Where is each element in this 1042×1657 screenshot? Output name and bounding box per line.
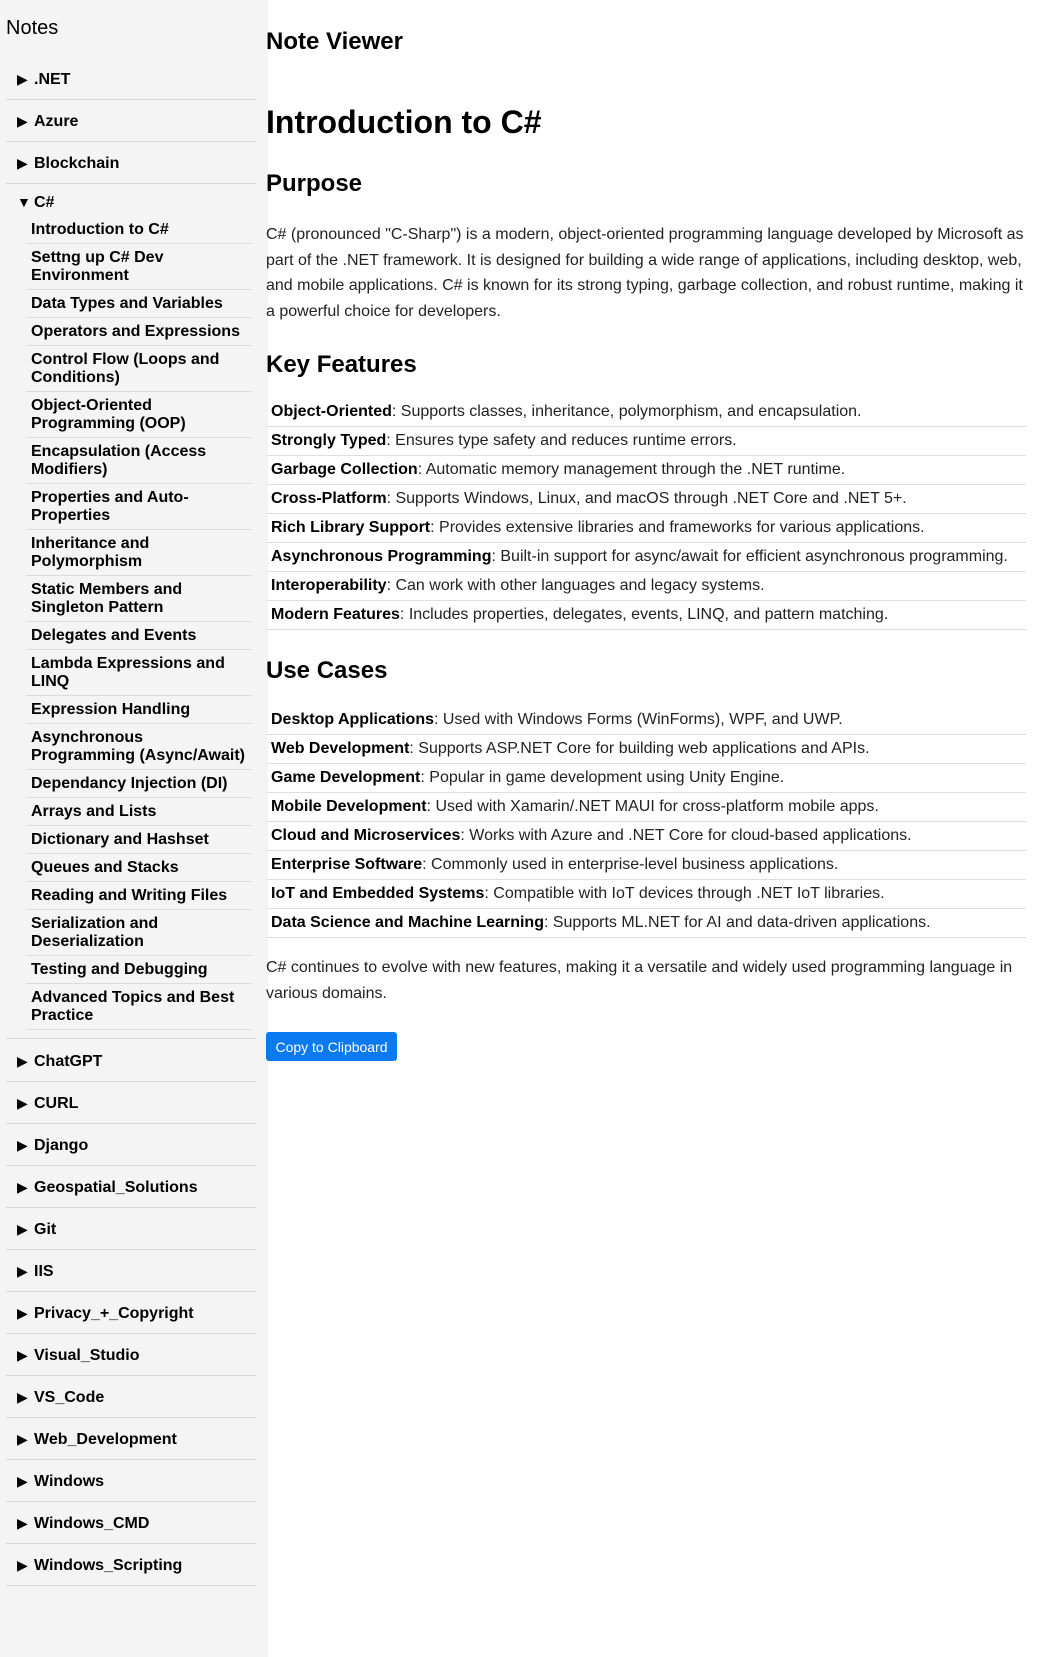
item-term: IoT and Embedded Systems — [271, 885, 485, 902]
triangle-right-icon: ▶ — [17, 1557, 28, 1573]
category-label: IIS — [34, 1263, 54, 1280]
category-item[interactable] — [6, 1460, 256, 1502]
sidebar — [0, 0, 268, 1657]
note-list-item[interactable]: Reading and Writing Files — [26, 882, 252, 910]
category-item[interactable] — [6, 100, 256, 142]
triangle-down-icon: ▼ — [17, 194, 31, 210]
triangle-right-icon: ▶ — [17, 1137, 28, 1153]
item-description: : Works with Azure and .NET Core for cloud-based applications. — [460, 827, 912, 844]
triangle-right-icon: ▶ — [17, 1431, 28, 1447]
note-list-item[interactable]: Data Types and Variables — [26, 290, 252, 318]
note-list-item[interactable]: Inheritance and Polymorphism — [26, 530, 252, 576]
category-item[interactable] — [6, 1082, 256, 1124]
list-item — [266, 398, 1026, 427]
note-list-item[interactable]: Properties and Auto-Properties — [26, 484, 252, 530]
item-description: : Supports Windows, Linux, and macOS through .NET Core and .NET 5+. — [386, 490, 907, 507]
category-item[interactable] — [6, 1250, 256, 1292]
item-description: : Commonly used in enterprise-level business applications. — [422, 856, 839, 873]
triangle-right-icon: ▶ — [17, 1347, 28, 1363]
item-description: : Can work with other languages and legacy systems. — [386, 577, 765, 594]
use-cases-list — [266, 706, 1026, 938]
category-label: Web_Development — [34, 1431, 177, 1448]
item-description: : Supports classes, inheritance, polymorphism, and encapsulation. — [391, 403, 862, 420]
list-item — [266, 793, 1026, 822]
note-list-item[interactable]: Advanced Topics and Best Practice — [26, 984, 252, 1030]
item-term: Modern Features — [271, 606, 400, 623]
triangle-right-icon: ▶ — [17, 1179, 28, 1195]
list-item — [266, 764, 1026, 793]
category-label: Windows_Scripting — [34, 1557, 183, 1574]
triangle-right-icon: ▶ — [17, 1389, 28, 1405]
app-title: Note Viewer — [266, 28, 403, 55]
note-list-item[interactable]: Arrays and Lists — [26, 798, 252, 826]
note-list-item[interactable]: Control Flow (Loops and Conditions) — [26, 346, 252, 392]
item-term: Data Science and Machine Learning — [271, 914, 544, 931]
list-item — [266, 572, 1026, 601]
category-label: C# — [34, 194, 55, 211]
note-list-item[interactable]: Dependancy Injection (DI) — [26, 770, 252, 798]
category-label: Django — [34, 1137, 89, 1154]
key-features-heading: Key Features — [266, 351, 417, 378]
list-item — [266, 427, 1026, 456]
item-term: Desktop Applications — [271, 711, 434, 728]
item-term: Enterprise Software — [271, 856, 423, 873]
item-description: : Provides extensive libraries and frameworks for various applications. — [430, 519, 925, 536]
conclusion-text: C# continues to evolve with new features, making it a versatile and widely used programming language in various domains. — [266, 959, 1013, 1002]
item-description: : Used with Windows Forms (WinForms), WPF, and UWP. — [433, 711, 843, 728]
item-term: Mobile Development — [271, 798, 427, 815]
category-item[interactable] — [6, 1124, 256, 1166]
item-term: Object-Oriented — [271, 403, 392, 420]
note-list-item[interactable]: Asynchronous Programming (Async/Await) — [26, 724, 252, 770]
item-description: : Ensures type safety and reduces runtime errors. — [386, 432, 737, 449]
list-item — [266, 706, 1026, 735]
category-item[interactable] — [6, 1208, 256, 1250]
sidebar-title: Notes — [6, 17, 59, 39]
category-item[interactable] — [6, 1502, 256, 1544]
category-item[interactable] — [6, 1376, 256, 1418]
triangle-right-icon: ▶ — [17, 155, 28, 171]
key-features-list — [266, 398, 1026, 630]
item-term: Web Development — [271, 740, 410, 757]
note-list-item[interactable]: Operators and Expressions — [26, 318, 252, 346]
use-cases-heading: Use Cases — [266, 657, 388, 684]
triangle-right-icon: ▶ — [17, 1305, 28, 1321]
note-list-item[interactable]: Lambda Expressions and LINQ — [26, 650, 252, 696]
list-item — [266, 601, 1026, 630]
list-item — [266, 822, 1026, 851]
item-term: Asynchronous Programming — [271, 548, 492, 565]
item-term: Strongly Typed — [271, 432, 387, 449]
list-item — [266, 735, 1026, 764]
triangle-right-icon: ▶ — [17, 1053, 28, 1069]
category-label: Privacy_+_Copyright — [34, 1305, 194, 1322]
note-list-item[interactable]: Object-Oriented Programming (OOP) — [26, 392, 252, 438]
item-description: : Supports ASP.NET Core for building web applications and APIs. — [409, 740, 870, 757]
note-list-item[interactable]: Encapsulation (Access Modifiers) — [26, 438, 252, 484]
note-list-item[interactable]: Introduction to C# — [26, 216, 252, 244]
purpose-heading: Purpose — [266, 170, 363, 197]
item-description: : Supports ML.NET for AI and data-driven applications. — [543, 914, 931, 931]
item-term: Interoperability — [271, 577, 387, 594]
triangle-right-icon: ▶ — [17, 113, 28, 129]
category-item[interactable] — [6, 58, 256, 100]
note-list-item[interactable]: Testing and Debugging — [26, 956, 252, 984]
category-label: Windows_CMD — [34, 1515, 150, 1532]
item-description: : Automatic memory management through the .NET runtime. — [417, 461, 846, 478]
category-item[interactable] — [6, 1544, 256, 1586]
category-label: Geospatial_Solutions — [34, 1179, 198, 1196]
item-description: : Popular in game development using Unity Engine. — [420, 769, 785, 786]
note-list-item[interactable]: Dictionary and Hashset — [26, 826, 252, 854]
category-item[interactable] — [6, 1418, 256, 1460]
list-item — [266, 456, 1026, 485]
item-description: : Compatible with IoT devices through .NET IoT libraries. — [484, 885, 885, 902]
list-item — [266, 485, 1026, 514]
item-term: Cloud and Microservices — [271, 827, 461, 844]
triangle-right-icon: ▶ — [17, 71, 28, 87]
category-label: Azure — [34, 113, 79, 130]
category-label: Visual_Studio — [34, 1347, 140, 1364]
csharp-note-list — [26, 216, 252, 1030]
triangle-right-icon: ▶ — [17, 1263, 28, 1279]
triangle-right-icon: ▶ — [17, 1515, 28, 1531]
purpose-text: C# (pronounced "C-Sharp") is a modern, object-oriented programming language developed by Microsoft as part of the .NET framework. It is designed for building a wide range of applications, including desktop, web, and mobile applications. C# is known for its strong typing, garbage collection, and robust runtime, making it a powerful choice for developers. — [266, 226, 1024, 320]
item-description: : Built-in support for async/await for efficient asynchronous programming. — [491, 548, 1008, 565]
item-term: Cross-Platform — [271, 490, 387, 507]
note-list-item[interactable]: Expression Handling — [26, 696, 252, 724]
copy-to-clipboard-button[interactable]: Copy to Clipboard — [266, 1032, 397, 1061]
note-list-item[interactable]: Queues and Stacks — [26, 854, 252, 882]
list-item — [266, 543, 1026, 572]
note-list-item[interactable]: Static Members and Singleton Pattern — [26, 576, 252, 622]
item-description: : Used with Xamarin/.NET MAUI for cross-platform mobile apps. — [426, 798, 879, 815]
category-label: .NET — [34, 71, 71, 88]
note-list-item[interactable]: Serialization and Deserialization — [26, 910, 252, 956]
category-label: CURL — [34, 1095, 79, 1112]
category-item[interactable] — [6, 1166, 256, 1208]
category-label: Blockchain — [34, 155, 120, 172]
category-item[interactable] — [6, 1334, 256, 1376]
note-list-item[interactable]: Delegates and Events — [26, 622, 252, 650]
category-csharp[interactable] — [6, 190, 256, 214]
list-item — [266, 851, 1026, 880]
list-item — [266, 909, 1026, 938]
list-item — [266, 880, 1026, 909]
item-term: Rich Library Support — [271, 519, 431, 536]
category-label: Git — [34, 1221, 57, 1238]
category-item[interactable] — [6, 142, 256, 184]
note-list-item[interactable]: Settng up C# Dev Environment — [26, 244, 252, 290]
divider — [6, 1038, 256, 1039]
category-item[interactable] — [6, 1292, 256, 1334]
item-term: Game Development — [271, 769, 421, 786]
category-label: ChatGPT — [34, 1053, 103, 1070]
triangle-right-icon: ▶ — [17, 1473, 28, 1489]
note-title: Introduction to C# — [266, 104, 542, 140]
category-item[interactable] — [6, 1040, 256, 1082]
category-label: Windows — [34, 1473, 105, 1490]
category-label: VS_Code — [34, 1389, 105, 1406]
triangle-right-icon: ▶ — [17, 1095, 28, 1111]
list-item — [266, 514, 1026, 543]
item-description: : Includes properties, delegates, events, LINQ, and pattern matching. — [399, 606, 889, 623]
item-term: Garbage Collection — [271, 461, 418, 478]
triangle-right-icon: ▶ — [17, 1221, 28, 1237]
